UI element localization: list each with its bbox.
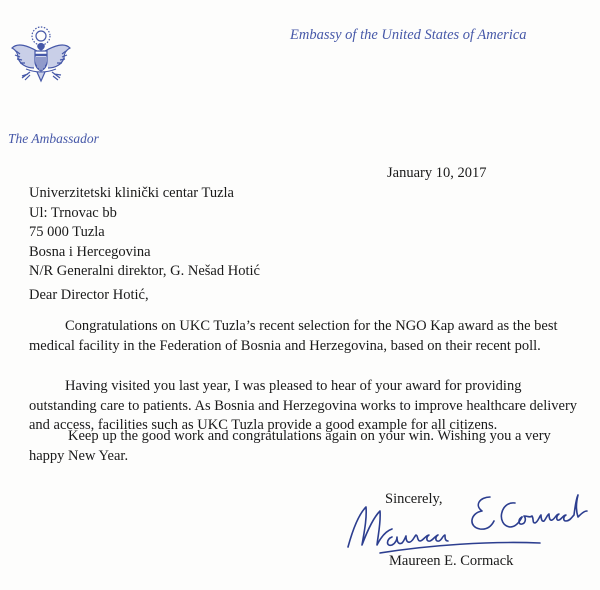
paragraph-line: outstanding care to patients. As Bosnia and Herzegovina works to improve healthcare delivery bbox=[29, 397, 578, 414]
paragraph-line: Congratulations on UKC Tuzla’s recent selection for the NGO Kap award as the best bbox=[65, 318, 558, 334]
closing: Sincerely, bbox=[385, 491, 443, 507]
salutation: Dear Director Hotić, bbox=[29, 287, 149, 303]
office-title: The Ambassador bbox=[8, 131, 99, 146]
address-line: Ul: Trnovac bb bbox=[29, 204, 117, 221]
address-line: 75 000 Tuzla bbox=[29, 224, 105, 240]
address-line: Bosna i Hercegovina bbox=[29, 243, 151, 260]
paragraph-line: happy New Year. bbox=[29, 447, 129, 464]
signer-name: Maureen E. Cormack bbox=[389, 553, 514, 569]
letter-date: January 10, 2017 bbox=[387, 165, 487, 181]
paragraph-line: Keep up the good work and congratulations again on your win. Wishing you a very bbox=[68, 428, 551, 444]
recipient-address bbox=[29, 184, 260, 282]
paragraph-1 bbox=[29, 317, 558, 356]
paragraph-3 bbox=[29, 427, 551, 466]
paragraph-line: medical facility in the Federation of Bosnia and Herzegovina, based on their recent poll. bbox=[29, 337, 541, 354]
embassy-name: Embassy of the United States of America bbox=[290, 27, 527, 43]
address-line: N/R Generalni direktor, G. Nešad Hotić bbox=[29, 263, 260, 279]
great-seal-icon bbox=[8, 24, 74, 90]
paragraph-line: Having visited you last year, I was pleased to hear of your award for providing bbox=[65, 378, 522, 394]
address-line: Univerzitetski klinički centar Tuzla bbox=[29, 185, 234, 201]
paragraph-line: and access, facilities such as UKC Tuzla provide a good example for all citizens. bbox=[29, 417, 498, 433]
